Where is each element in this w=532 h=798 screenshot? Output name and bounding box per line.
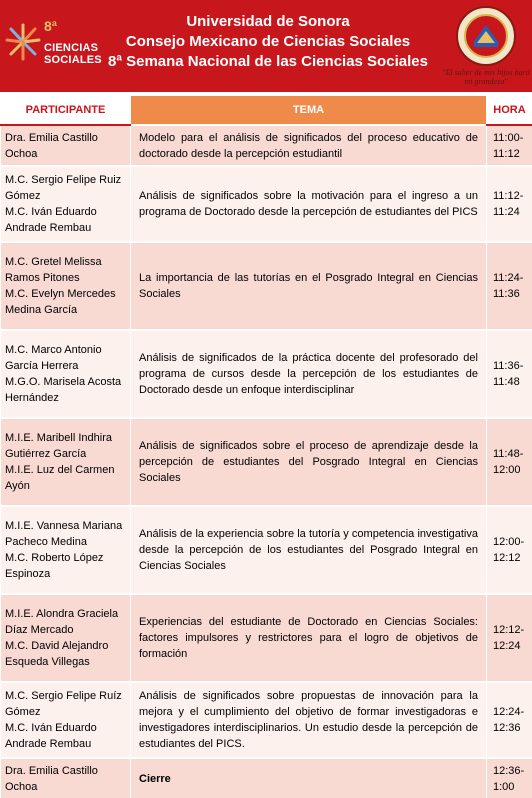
table-row bbox=[1, 125, 532, 166]
table-row bbox=[1, 166, 532, 242]
time-cell: 11:24-11:36 bbox=[487, 242, 532, 330]
participant-name: M.G.O. Marisela Acosta Hernández bbox=[5, 374, 126, 406]
topic-cell: Análisis de la experiencia sobre la tutoría y competencia investigativa desde la percepción de los estudiantes del Posgrado Integral en Ciencias Sociales bbox=[131, 506, 487, 594]
time-cell: 11:48-12:00 bbox=[487, 418, 532, 506]
column-header-tema: TEMA bbox=[131, 96, 487, 126]
participant-cell bbox=[1, 682, 131, 758]
participant-name: M.I.E. Vannesa Mariana Pacheco Medina bbox=[5, 518, 126, 550]
participant-name: M.I.E. Alondra Graciela Díaz Mercado bbox=[5, 606, 126, 638]
logo-text-line2: SOCIALES bbox=[44, 54, 102, 66]
participant-cell bbox=[1, 166, 131, 242]
participant-name: M.I.E. Luz del Carmen Ayón bbox=[5, 462, 126, 494]
header-banner bbox=[0, 0, 532, 92]
participant-cell bbox=[1, 594, 131, 682]
event-logo bbox=[4, 16, 96, 72]
time-cell: 12:24-12:36 bbox=[487, 682, 532, 758]
table-row bbox=[1, 682, 532, 758]
participant-name: M.C. Evelyn Mercedes Medina García bbox=[5, 286, 126, 318]
participant-cell bbox=[1, 506, 131, 594]
participant-name: M.C. Sergio Felipe Ruíz Gómez bbox=[5, 688, 126, 720]
seal-motto: "El saber de mis hijos hará mi grandeza" bbox=[442, 68, 530, 86]
topic-cell: Análisis de significados sobre propuestas de innovación para la mejora y el cumplimiento del objetivo de formar investigadoras e investigadores interdisciplinarios. Un estudio desde la percepción de estudiantes del PICS. bbox=[131, 682, 487, 758]
time-cell: 11:00-11:12 bbox=[487, 125, 532, 166]
university-seal-icon bbox=[449, 5, 523, 67]
column-header-participante: PARTICIPANTE bbox=[1, 96, 131, 126]
participant-name: M.C. Gretel Melissa Ramos Pitones bbox=[5, 254, 126, 286]
column-header-hora: HORA bbox=[487, 96, 532, 126]
participant-cell bbox=[1, 242, 131, 330]
participant-name: Dra. Emilia Castillo Ochoa bbox=[5, 763, 126, 795]
time-cell: 11:12-11:24 bbox=[487, 166, 532, 242]
header-title-council: Consejo Mexicano de Ciencias Sociales bbox=[96, 32, 440, 52]
schedule-table bbox=[0, 95, 532, 798]
table-row bbox=[1, 242, 532, 330]
topic-cell: Experiencias del estudiante de Doctorado en Ciencias Sociales: factores impulsores y restrictores para el logro de objetivos de formación bbox=[131, 594, 487, 682]
participant-name: M.C. Iván Eduardo Andrade Rembau bbox=[5, 204, 126, 236]
table-row bbox=[1, 758, 532, 798]
table-row bbox=[1, 594, 532, 682]
topic-cell: Modelo para el análisis de significados del proceso educativo de doctorado desde la percepción estudiantil bbox=[131, 125, 487, 166]
header-title-event: 8ª Semana Nacional de las Ciencias Sociales bbox=[96, 52, 440, 72]
participant-name: M.C. Iván Eduardo Andrade Rembau bbox=[5, 720, 126, 752]
participant-cell bbox=[1, 125, 131, 166]
participant-name: M.C. Marco Antonio García Herrera bbox=[5, 342, 126, 374]
table-row bbox=[1, 506, 532, 594]
topic-cell: Análisis de significados de la práctica docente del profesorado del programa de cursos desde la percepción de los estudiantes de Doctorado desde un enfoque interdisciplinar bbox=[131, 330, 487, 418]
time-cell: 12:00-12:12 bbox=[487, 506, 532, 594]
participant-cell bbox=[1, 418, 131, 506]
topic-cell: La importancia de las tutorías en el Posgrado Integral en Ciencias Sociales bbox=[131, 242, 487, 330]
participant-name: M.I.E. Maribell Indhira Gutiérrez García bbox=[5, 430, 126, 462]
table-row bbox=[1, 418, 532, 506]
topic-cell: Cierre bbox=[131, 758, 487, 798]
participant-name: M.C. Sergio Felipe Ruiz Gómez bbox=[5, 172, 126, 204]
participant-name: M.C. Roberto López Espinoza bbox=[5, 550, 126, 582]
logo-text-line1: CIENCIAS bbox=[44, 42, 98, 54]
time-cell: 11:36-11:48 bbox=[487, 330, 532, 418]
logo-edition-number: 8ª bbox=[44, 18, 57, 34]
topic-cell: Análisis de significados sobre el proceso de aprendizaje desde la percepción de estudiantes del Posgrado Integral en Ciencias Sociales bbox=[131, 418, 487, 506]
participant-name: M.C. David Alejandro Esqueda Villegas bbox=[5, 638, 126, 670]
table-header-row bbox=[1, 96, 532, 126]
header-title-block bbox=[96, 12, 440, 72]
participant-cell bbox=[1, 758, 131, 798]
participant-name: Dra. Emilia Castillo Ochoa bbox=[5, 130, 126, 162]
header-title-university: Universidad de Sonora bbox=[96, 12, 440, 32]
participant-cell bbox=[1, 330, 131, 418]
topic-cell: Análisis de significados sobre la motivación para el ingreso a un programa de Doctorado desde la percepción de estudiantes del PICS bbox=[131, 166, 487, 242]
sunburst-icon bbox=[4, 22, 42, 62]
time-cell: 12:36-1:00 bbox=[487, 758, 532, 798]
table-row bbox=[1, 330, 532, 418]
time-cell: 12:12-12:24 bbox=[487, 594, 532, 682]
